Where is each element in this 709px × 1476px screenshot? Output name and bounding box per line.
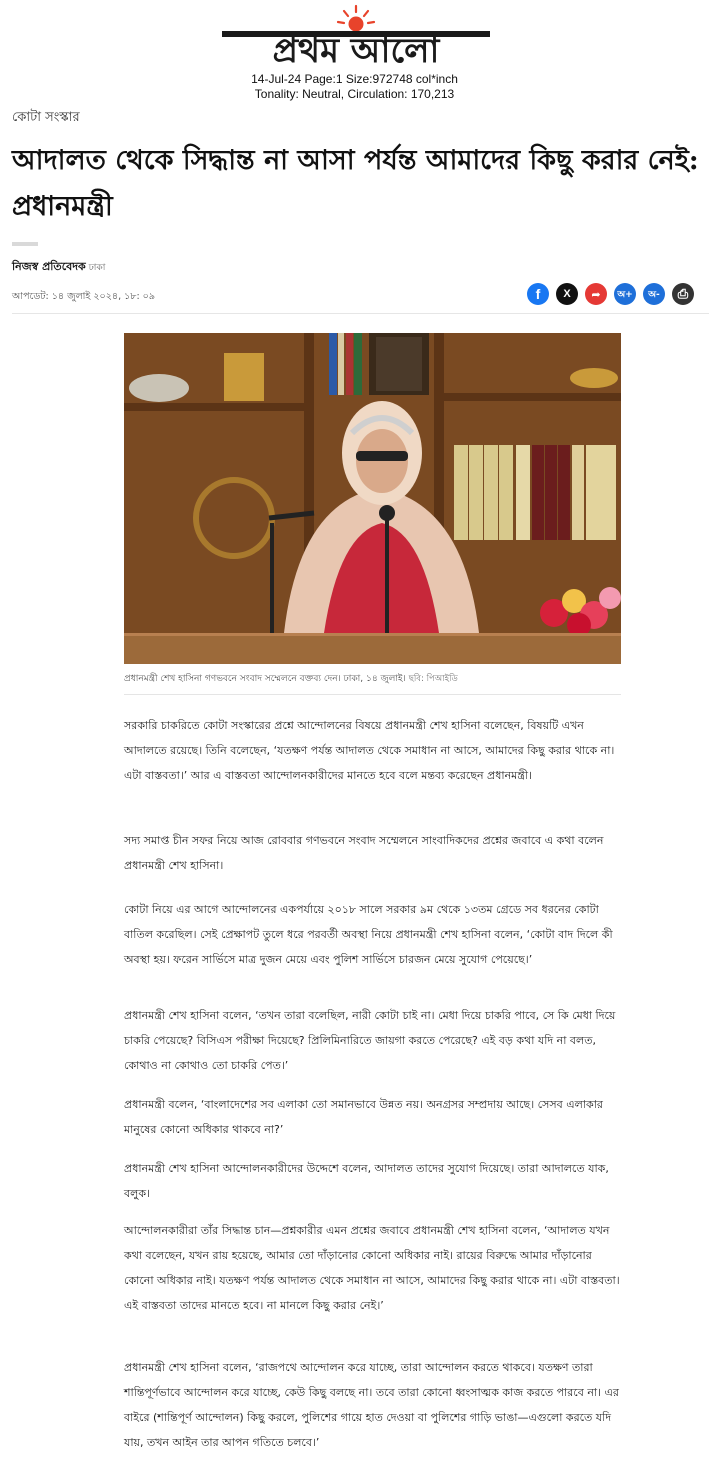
sun-icon: [338, 6, 374, 32]
paragraph-3: কোটা নিয়ে এর আগে আন্দোলনের একপর্যায়ে ২০১৮ সালে সরকার ৯ম থেকে ১৩তম গ্রেডে সব ধরনের কোটা বাতিল করেছিল। সেই প্রেক্ষাপট তুলে ধরে পরবর্তী অবস্থা নিয়ে প্রধানমন্ত্রী শেখ হাসিনা বলেন, ‘কোটা বাদ দিলে কী অবস্থা হয়। ফরেন সার্ভিসে মাত্র দুজন মেয়ে এবং পুলিশ সার্ভিসে চারজন মেয়ে সুযোগ পেয়েছে।’: [124, 903, 613, 966]
x-icon: X: [563, 288, 571, 300]
caption-divider: [124, 694, 621, 695]
updated-timestamp: আপডেট: ১৪ জুলাই ২০২৪, ১৮: ০৯: [12, 291, 156, 302]
paragraph-5: প্রধানমন্ত্রী বলেন, ‘বাংলাদেশের সব এলাকা তো সমানভাবে উন্নত নয়। অনগ্রসর সম্প্রদায় আছে। সেসব এলাকার মানুষের কোনো অধিকার থাকবে না?’: [124, 1098, 603, 1136]
photo-caption: [124, 671, 621, 686]
logo-wordmark: প্রথম আলো: [272, 31, 440, 68]
x-share-button[interactable]: [556, 283, 578, 305]
font-decrease-button[interactable]: [643, 283, 665, 305]
clipping-meta-line1: 14-Jul-24 Page:1 Size:972748 col*inch: [251, 72, 458, 86]
author-location: ঢাকা: [88, 263, 106, 273]
caption-text: প্রধানমন্ত্রী শেখ হাসিনা গণভবনে সংবাদ সম্মেলনে বক্তব্য দেন। ঢাকা, ১৪ জুলাই।: [124, 674, 406, 684]
paragraph-8: প্রধানমন্ত্রী শেখ হাসিনা বলেন, ‘রাজপথে আন্দোলন করে যাচ্ছে, তারা আন্দোলন করতে থাকবে। যতক্ষণ তারা শান্তিপূর্ণভাবে আন্দোলন করে যাচ্ছে, কেউ কিছু বলছে না। তবে তারা কোনো ধ্বংসাত্মক কাজ করতে পারবে না। এর বাইরে (শান্তিপূর্ণ আন্দোলন) কিছু করলে, পুলিশের গায়ে হাত দেওয়া বা পুলিশের গাড়ি ভাঙা—এগুলো করতে যদি যায়, তখন আইন তার আপন গতিতে চলবে।’: [124, 1361, 619, 1449]
font-increase-button[interactable]: [614, 283, 636, 305]
font-decrease-icon: অ-: [648, 289, 660, 300]
paragraph-1: সরকারি চাকরিতে কোটা সংস্কারের প্রশ্নে আন্দোলনের বিষয়ে প্রধানমন্ত্রী শেখ হাসিনা বলেছেন, বিষয়টি এখন আদালতে রয়েছে। তিনি বলেছেন, ‘যতক্ষণ পর্যন্ত আদালত থেকে সমাধান না আসে, আমাদের কিছু করার থাকে না। এটা বাস্তবতা।’ আর এ বাস্তবতা আন্দোলনকারীদের মানতে হবে বলে মন্তব্য করেছেন প্রধানমন্ত্রী।: [124, 719, 615, 782]
paragraph-2: সদ্য সমাপ্ত চীন সফর নিয়ে আজ রোববার গণভবনে সংবাদ সম্মেলনে সাংবাদিকদের প্রশ্নের জবাবে এ কথা বলেন প্রধানমন্ত্রী শেখ হাসিনা।: [124, 834, 604, 872]
paragraph-6: প্রধানমন্ত্রী শেখ হাসিনা আন্দোলনকারীদের উদ্দেশে বলেন, আদালত তাদের সুযোগ দিয়েছে। তারা আদালতে যাক, বলুক।: [124, 1162, 609, 1200]
clipping-meta-line2: Tonality: Neutral, Circulation: 170,213: [254, 87, 455, 101]
paragraph-4: প্রধানমন্ত্রী শেখ হাসিনা বলেন, ‘তখন তারা বলেছিল, নারী কোটা চাই না। মেধা দিয়ে চাকরি পাবে, সে কি মেধা দিয়ে চাকরি পেয়েছে? বিসিএস পরীক্ষা দিয়েছে? প্রিলিমিনারিতে জায়গা করতে পেরেছে? এই বড় কথা যদি না বলত, কোথাও না কোথাও তো চাকরি পেত।’: [124, 1009, 616, 1072]
paragraph-7: আন্দোলনকারীরা তাঁর সিদ্ধান্ত চান—প্রশ্নকারীর এমন প্রশ্নের জবাবে প্রধানমন্ত্রী শেখ হাসিনা বলেন, ‘আদালত যখন কথা বলেছেন, যখন রায় হয়েছে, আমার তো দাঁড়ানোর কোনো অধিকার নাই। রায়ের বিরুদ্ধে আমার দাঁড়ানোর কোনো অধিকার নাই। যতক্ষণ পর্যন্ত আদালত থেকে সমাধান না আসে, আমাদের কিছু করার থাকে না। এটা বাস্তবতা। এই বাস্তবতা তাদের মানতে হবে। না মানলে কিছু করার নেই।’: [124, 1224, 620, 1312]
article-photo[interactable]: [124, 333, 621, 664]
facebook-share-button[interactable]: [527, 283, 549, 305]
byline: [12, 258, 105, 277]
share-toolbar: [527, 283, 694, 305]
forward-icon: ➦: [591, 287, 601, 301]
author-name[interactable]: নিজস্ব প্রতিবেদক: [12, 260, 86, 273]
photo-credit: ছবি: পিআইডি: [408, 674, 458, 684]
print-icon: ⎙: [677, 286, 689, 302]
facebook-icon: f: [535, 286, 541, 302]
forward-share-button[interactable]: [585, 283, 607, 305]
clipping-meta: [0, 72, 709, 102]
article-headline: আদালত থেকে সিদ্ধান্ত না আসা পর্যন্ত আমাদের কিছু করার নেই: প্রধানমন্ত্রী: [12, 145, 699, 222]
header-divider: [12, 313, 709, 314]
print-button[interactable]: [672, 283, 694, 305]
prothom-alo-logo[interactable]: [0, 4, 709, 68]
font-increase-icon: অ+: [617, 289, 633, 300]
section-kicker[interactable]: কোটা সংস্কার: [12, 110, 80, 125]
byline-divider: [12, 242, 38, 246]
